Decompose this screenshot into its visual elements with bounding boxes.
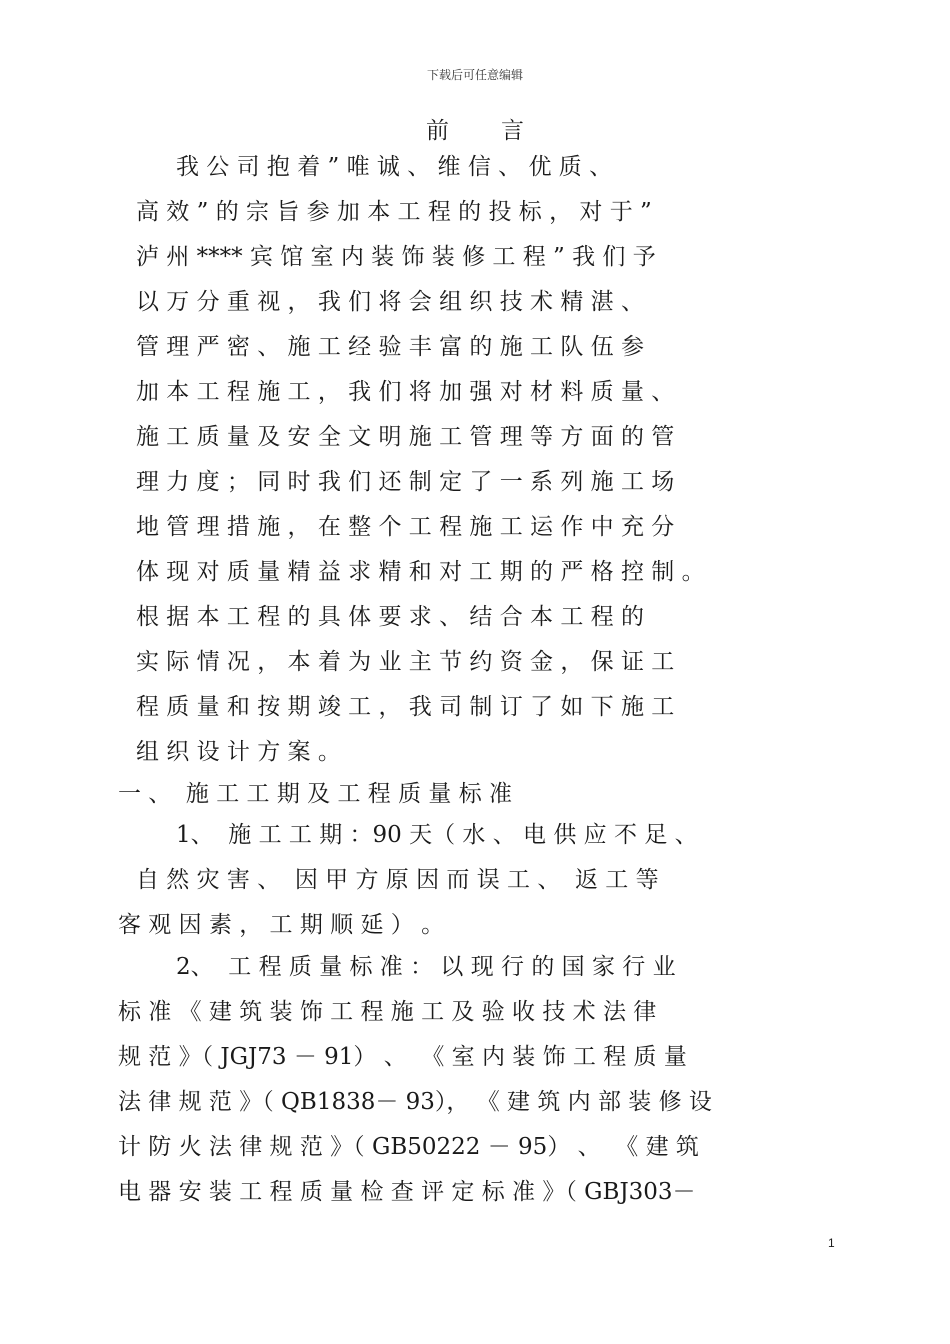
intro-line: 泸 州 **** 宾 馆 室 内 装 饰 装 修 工 程 ” 我 们 予	[136, 244, 656, 270]
intro-line: 我 公 司 抱 着 ” 唯 诚 、 维 信 、 优 质 、	[176, 154, 613, 180]
item2-line: 电 器 安 装 工 程 质 量 检 查 评 定 标 准 》（ GBJ303－	[118, 1179, 696, 1205]
page-number: 1	[828, 1236, 835, 1250]
intro-line: 组 织 设 计 方 案 。	[136, 739, 341, 765]
intro-line: 实 际 情 况 ， 本 着 为 业 主 节 约 资 金 ， 保 证 工	[136, 649, 675, 675]
intro-line: 高 效 ” 的 宗 旨 参 加 本 工 程 的 投 标 ， 对 于 ”	[136, 199, 652, 225]
intro-line: 根 据 本 工 程 的 具 体 要 求 、 结 合 本 工 程 的	[136, 604, 644, 630]
item1-line: 1、 施 工 工 期 ：90 天（ 水 、 电 供 应 不 足 、	[176, 822, 698, 848]
intro-line: 程 质 量 和 按 期 竣 工 ， 我 司 制 订 了 如 下 施 工	[136, 694, 675, 720]
intro-line: 以 万 分 重 视 ， 我 们 将 会 组 织 技 术 精 湛 、	[136, 289, 644, 315]
item1-line: 自 然 灾 害 、 因 甲 方 原 因 而 误 工 、 返 工 等	[136, 867, 659, 893]
section-heading: 一 、 施 工 工 期 及 工 程 质 量 标 准	[118, 781, 513, 807]
item2-line: 计 防 火 法 律 规 范 》（ GB50222 － 95） 、 《 建 筑	[118, 1134, 699, 1160]
item2-line: 2、 工 程 质 量 标 准 ： 以 现 行 的 国 家 行 业	[176, 954, 676, 980]
item1-line: 客 观 因 素 ， 工 期 顺 延 ） 。	[118, 912, 445, 938]
intro-line: 地 管 理 措 施 ， 在 整 个 工 程 施 工 运 作 中 充 分	[136, 514, 675, 540]
intro-line: 体 现 对 质 量 精 益 求 精 和 对 工 期 的 严 格 控 制 。	[136, 559, 705, 585]
item2-line: 标 准 《 建 筑 装 饰 工 程 施 工 及 验 收 技 术 法 律	[118, 999, 657, 1025]
header-note: 下载后可任意编辑	[426, 68, 523, 82]
page-title: 前言	[426, 118, 576, 144]
item2-line: 法 律 规 范 》（ QB1838－ 93）， 《 建 筑 内 部 装 修 设	[118, 1089, 712, 1115]
intro-line: 管 理 严 密 、 施 工 经 验 丰 富 的 施 工 队 伍 参	[136, 334, 644, 360]
intro-line: 加 本 工 程 施 工 ， 我 们 将 加 强 对 材 料 质 量 、	[136, 379, 675, 405]
intro-line: 施 工 质 量 及 安 全 文 明 施 工 管 理 等 方 面 的 管	[136, 424, 675, 450]
item2-line: 规 范 》（ JGJ73 － 91） 、 《 室 内 装 饰 工 程 质 量	[118, 1044, 687, 1070]
intro-line: 理 力 度 ； 同 时 我 们 还 制 定 了 一 系 列 施 工 场	[136, 469, 675, 495]
